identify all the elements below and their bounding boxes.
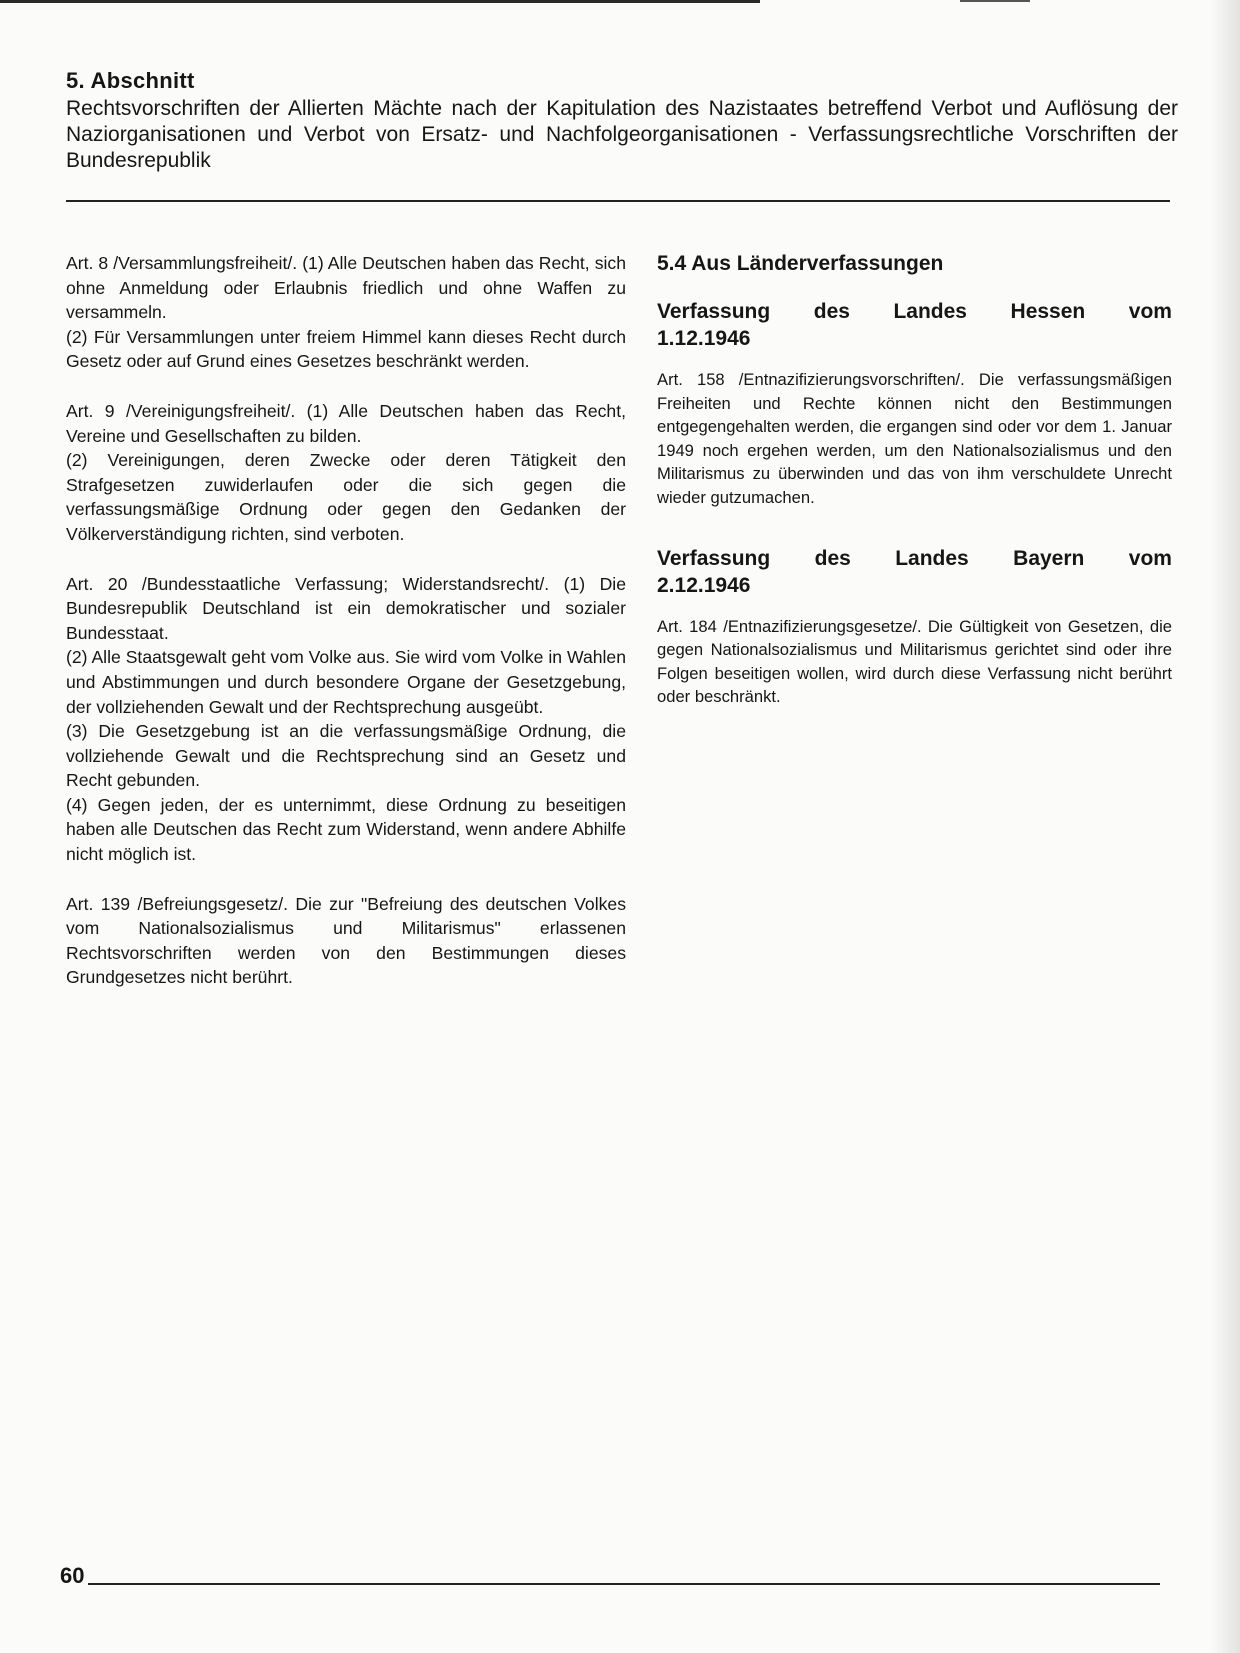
article-8: [66, 251, 626, 374]
article-184: [657, 615, 1172, 709]
article-158-text: Art. 158 /Entnazifizierungsvorschriften/. Die verfassungsmäßigen Freiheiten und Rechte können nicht den Bestimmungen entgegengehalten werden, die ergangen sind oder vor dem 1. Januar 1949 noch ergehen werden, um den Nationalsozialismus und den Militarismus zu überwinden und das von ihm verschuldete Unrecht wieder gutzumachen.: [657, 370, 1172, 507]
scan-top-edge-line: [0, 0, 760, 3]
article-8-paragraph-1: Art. 8 /Versammlungsfreiheit/. (1) Alle Deutschen haben das Recht, sich ohne Anmeldung oder Erlaubnis friedlich und ohne Waffen zu versammeln.: [66, 253, 626, 323]
bayern-heading-word-5: vom: [1128, 546, 1172, 570]
footer-divider: [88, 1583, 1160, 1585]
section-header: [66, 68, 1178, 174]
bayern-heading-word-1: Verfassung: [657, 546, 771, 570]
left-column: [66, 251, 626, 1015]
article-20: [66, 572, 626, 867]
scan-page-edge-shadow: [1210, 0, 1240, 1653]
article-184-text: Art. 184 /Entnazifizierungsgesetze/. Die Gültigkeit von Gesetzen, die gegen Nationalsozialismus und Militarismus gerichtet sind oder ihre Folgen beseitigen wollen, wird durch diese Verfassung nicht berührt oder beschränkt.: [657, 616, 1172, 707]
bayern-heading-word-4: Bayern: [1013, 546, 1085, 570]
hessen-heading-word-3: Landes: [893, 300, 967, 323]
hessen-heading-date: 1.12.1946: [657, 327, 751, 350]
article-158: [657, 368, 1172, 510]
article-20-paragraph-2: (2) Alle Staatsgewalt geht vom Volke aus. Sie wird vom Volke in Wahlen und Abstimmungen und durch besondere Organe der Gesetzgebung, der vollziehenden Gewalt und der Rechtsprechung ausgeübt.: [66, 647, 626, 717]
section-number: 5. Abschnitt: [66, 68, 195, 93]
hessen-heading-word-2: des: [813, 300, 850, 323]
subsection-heading: 5.4 Aus Länderverfassungen: [657, 252, 944, 275]
hessen-heading-word-4: Hessen: [1010, 300, 1086, 323]
bayern-heading-word-2: des: [814, 546, 851, 570]
hessen-heading-word-1: Verfassung: [657, 300, 771, 323]
header-divider: [66, 200, 1170, 202]
article-139-paragraph-1: Art. 139 /Befreiungsgesetz/. Die zur "Befreiung des deutschen Volkes vom Nationalsozialismus und Militarismus" erlassenen Rechtsvorschriften werden von den Bestimmungen dieses Grundgesetzes nicht berührt.: [66, 893, 626, 988]
scan-top-edge-mark: [960, 0, 1030, 2]
bayern-constitution-heading: [657, 545, 1172, 599]
article-20-paragraph-1: Art. 20 /Bundesstaatliche Verfassung; Widerstandsrecht/. (1) Die Bundesrepublik Deutschland ist ein demokratischer und sozialer Bundesstaat.: [66, 573, 626, 643]
article-9-paragraph-2: (2) Vereinigungen, deren Zwecke oder deren Tätigkeit den Strafgesetzen zuwiderlaufen oder die sich gegen die verfassungsmäßige Ordnung oder gegen den Gedanken der Völkerverständigung richten, sind verboten.: [66, 450, 626, 544]
article-20-paragraph-4: (4) Gegen jeden, der es unternimmt, diese Ordnung zu beseitigen haben alle Deutschen das Recht zum Widerstand, wenn andere Abhilfe nicht möglich ist.: [66, 794, 626, 865]
article-139: [66, 892, 626, 990]
hessen-heading-word-5: vom: [1128, 300, 1172, 323]
article-8-paragraph-2: (2) Für Versammlungen unter freiem Himmel kann dieses Recht durch Gesetz oder auf Grund eines Gesetzes beschränkt werden.: [66, 326, 626, 372]
hessen-constitution-heading: [657, 298, 1172, 352]
page-footer: [60, 1565, 1160, 1587]
article-9: [66, 399, 626, 547]
section-title: Rechtsvorschriften der Allierten Mächte nach der Kapitulation des Nazistaates betreffend Verbot und Auflösung der Naziorganisationen und Verbot von Ersatz- und Nachfolgeorganisationen - Verfassungsrechtliche Vorschriften der Bundesrepublik: [66, 97, 1178, 172]
bayern-heading-date: 2.12.1946: [657, 573, 751, 597]
bayern-heading-word-3: Landes: [895, 546, 969, 570]
right-column: [657, 252, 1172, 734]
article-9-paragraph-1: Art. 9 /Vereinigungsfreiheit/. (1) Alle Deutschen haben das Recht, Vereine und Gesellschaften zu bilden.: [66, 400, 626, 446]
page-number: 60: [60, 1563, 85, 1588]
article-20-paragraph-3: (3) Die Gesetzgebung ist an die verfassungsmäßige Ordnung, die vollziehende Gewalt und die Rechtsprechung sind an Gesetz und Recht gebunden.: [66, 721, 626, 791]
